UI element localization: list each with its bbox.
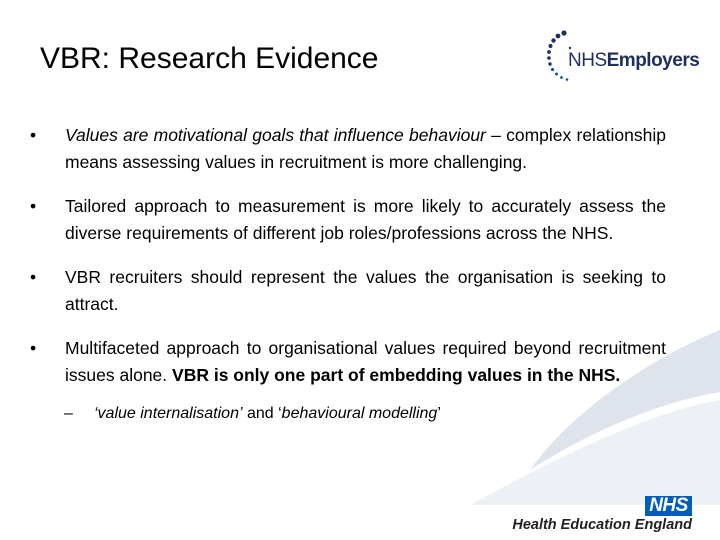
bullet-item: [30, 335, 666, 389]
sub-bullet-marker: –: [64, 405, 73, 422]
bullet-marker: •: [30, 338, 37, 358]
nhs-logo-box: NHS: [645, 496, 692, 516]
bullet-text: VBR recruiters should represent the values the organisation is seeking to attract.: [65, 267, 666, 314]
nhs-employers-logo: [544, 28, 704, 88]
hee-logo: [512, 496, 692, 536]
sub-bullet-item: [30, 402, 666, 426]
bullet-text: Multifaceted approach to organisational values required beyond recruitment issues alone.: [65, 338, 666, 385]
nhs-employers-name: Employers: [606, 50, 700, 71]
sub-bullet-close-quote: ’: [437, 405, 441, 422]
bullet-item: [30, 193, 666, 247]
bullet-marker: •: [30, 267, 37, 287]
bullet-text: Tailored approach to measurement is more likely to accurately assess the diverse requirements of different job roles/professions across the NHS.: [65, 196, 666, 243]
bullet-item: [30, 122, 666, 176]
bullet-text: – complex relationship means assessing values in recruitment is more challenging.: [65, 125, 666, 172]
slide-title: VBR: Research Evidence: [40, 42, 379, 75]
sub-bullet-term-2: behavioural modelling: [281, 405, 438, 422]
bullet-item: [30, 264, 666, 318]
bullet-bold-text: VBR is only one part of embedding values in the NHS.: [172, 365, 621, 385]
nhs-employers-prefix: NHS: [568, 50, 607, 71]
hee-org-name: Health Education England: [512, 517, 692, 533]
bullet-list: [30, 122, 666, 426]
sub-bullet-connector: and ‘: [242, 405, 282, 422]
bullet-marker: •: [30, 196, 37, 216]
bullet-italic-text: Values are motivational goals that influence behaviour: [65, 125, 486, 145]
sub-bullet-term-1: ‘value internalisation’: [94, 405, 243, 422]
bullet-marker: •: [30, 125, 37, 145]
